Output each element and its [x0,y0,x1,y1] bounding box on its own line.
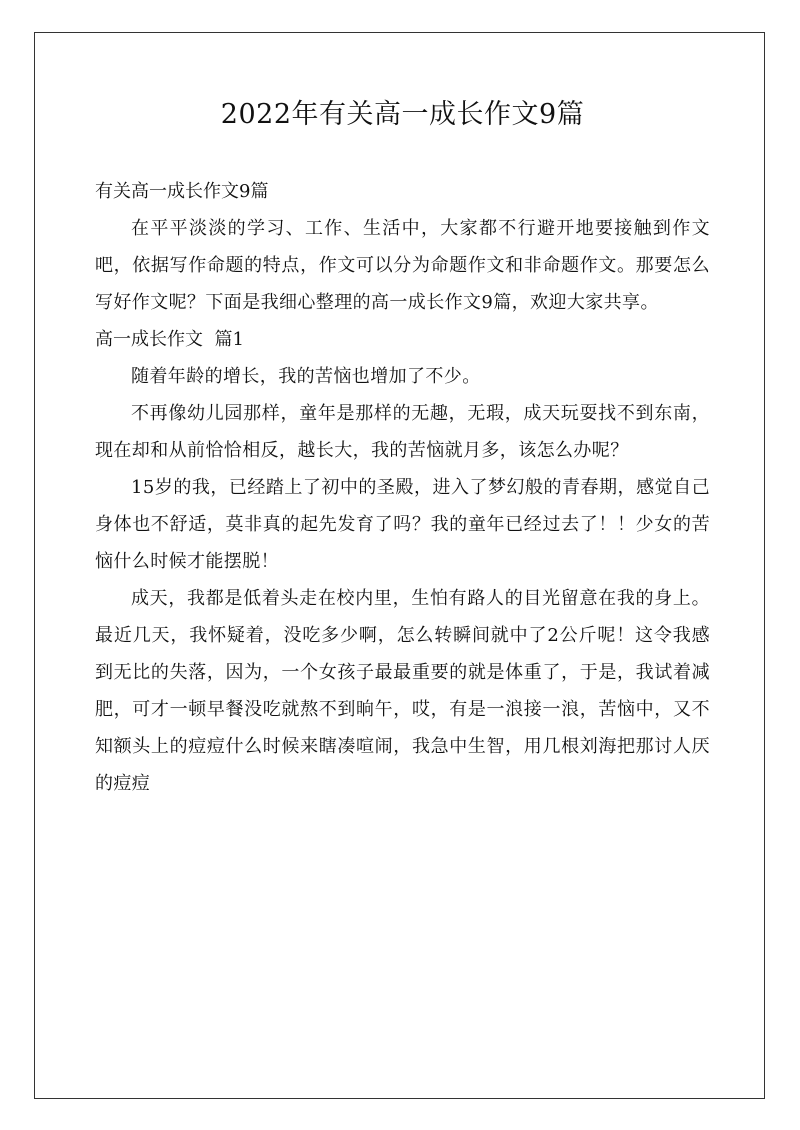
section-heading: 高一成长作文 篇1 [95,329,244,350]
document-title: 2022年有关高一成长作文9篇 [220,99,585,130]
document-subtitle: 有关高一成长作文9篇 [95,181,269,202]
section-paragraph-3: 15岁的我，已经踏上了初中的圣殿，进入了梦幻般的青春期，感觉自己身体也不舒适，莫非真的起先发育了吗？我的童年已经过去了！！少女的苦恼什么时候才能摆脱！ [95,477,710,572]
section-paragraph-2: 不再像幼儿园那样，童年是那样的无趣，无瑕，成天玩耍找不到东南，现在却和从前恰恰相反，越长大，我的苦恼就月多，该怎么办呢？ [95,403,710,461]
section-paragraph-4: 成天，我都是低着头走在校内里，生怕有路人的目光留意在我的身上。最近几天，我怀疑着，没吃多少啊，怎么转瞬间就中了2公斤呢！这令我感到无比的失落，因为，一个女孩子最最重要的就是体重了，于是，我试着减肥，可才一顿早餐没吃就熬不到晌午，哎，有是一浪接一浪，苦恼中，又不知额头上的痘痘什么时候来瞎凑喧闹，我急中生智，用几根刘海把那讨人厌的痘痘 [95,588,710,794]
document-body [95,95,710,802]
section-paragraph-1: 随着年龄的增长，我的苦恼也增加了不少。 [131,366,481,387]
intro-paragraph: 在平平淡淡的学习、工作、生活中，大家都不行避开地要接触到作文吧，依据写作命题的特点，作文可以分为命题作文和非命题作文。那要怎么写好作文呢？下面是我细心整理的高一成长作文9篇，欢迎大家共享。 [95,218,710,313]
